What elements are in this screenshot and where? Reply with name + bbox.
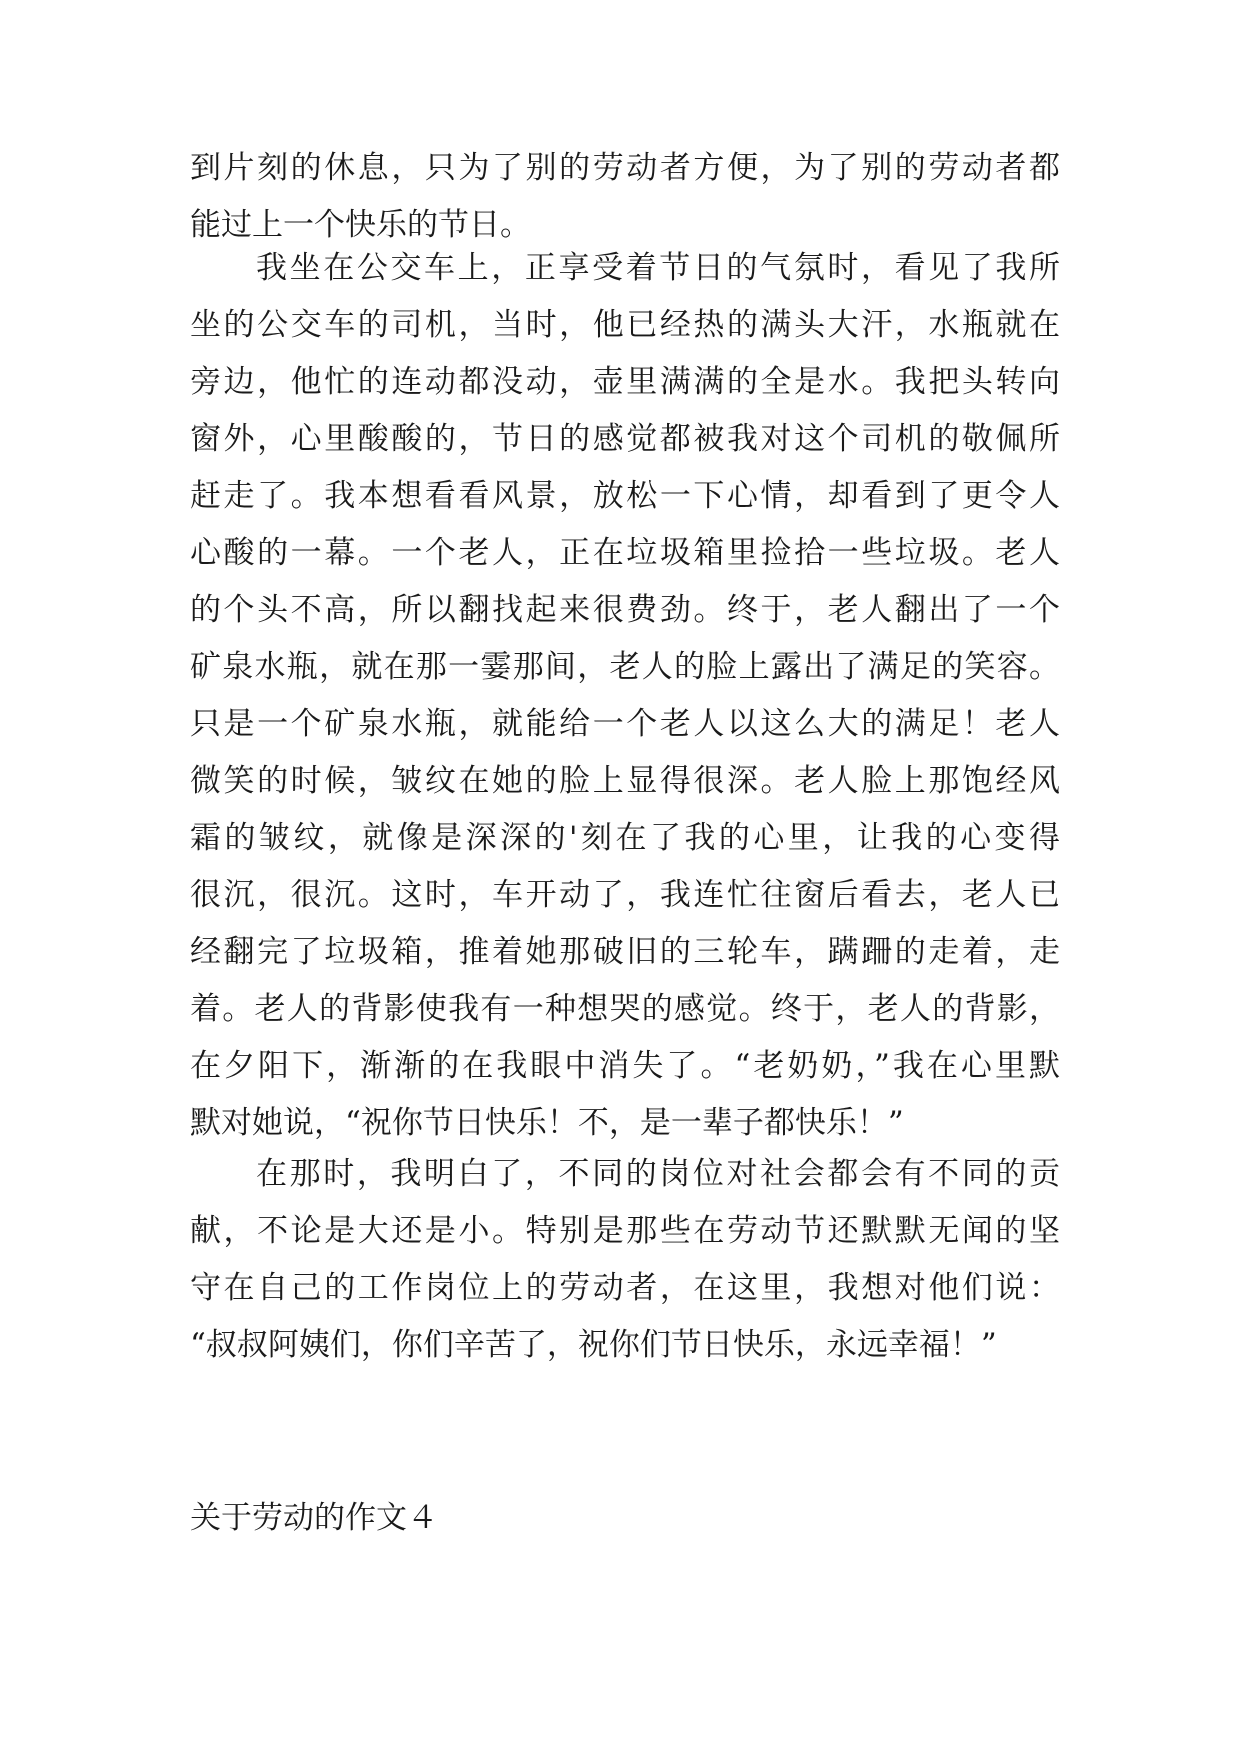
paragraph-continuation — [190, 140, 1060, 254]
section-heading: 关于劳动的作文４ — [190, 1500, 438, 1536]
text-line: 矿泉水瓶，就在那一霎那间，老人的脸上露出了满足的笑容。 — [190, 649, 1060, 685]
text-line: 献，不论是大还是小。特别是那些在劳动节还默默无闻的坚 — [190, 1213, 1060, 1249]
text-line: 心酸的一幕。一个老人，正在垃圾箱里捡拾一些垃圾。老人 — [190, 535, 1060, 571]
text-line: 赶走了。我本想看看风景，放松一下心情，却看到了更令人 — [190, 478, 1060, 514]
text-line: 只是一个矿泉水瓶，就能给一个老人以这么大的满足！老人 — [190, 706, 1060, 742]
text-line: 霜的皱纹，就像是深深的'刻在了我的心里，让我的心变得 — [190, 820, 1060, 856]
text-line: 旁边，他忙的连动都没动，壶里满满的全是水。我把头转向 — [190, 364, 1060, 400]
paragraph-conclusion — [190, 1146, 1060, 1374]
text-line: 到片刻的休息，只为了别的劳动者方便，为了别的劳动者都 — [190, 150, 1060, 186]
text-line: 我坐在公交车上，正享受着节日的气氛时，看见了我所 — [256, 250, 1060, 286]
text-line: 窗外，心里酸酸的，节日的感觉都被我对这个司机的敬佩所 — [190, 421, 1060, 457]
text-line: 很沉，很沉。这时，车开动了，我连忙往窗后看去，老人已 — [190, 877, 1060, 913]
text-line: 坐的公交车的司机，当时，他已经热的满头大汗，水瓶就在 — [190, 307, 1060, 343]
text-line: 守在自己的工作岗位上的劳动者，在这里，我想对他们说： — [190, 1270, 1060, 1306]
text-line: 经翻完了垃圾箱，推着她那破旧的三轮车，蹒跚的走着，走 — [190, 934, 1060, 970]
text-line: 的个头不高，所以翻找起来很费劲。终于，老人翻出了一个 — [190, 592, 1060, 628]
text-line: 能过上一个快乐的节日。 — [190, 207, 531, 243]
paragraph-bus-driver — [190, 240, 1060, 1152]
text-line: “叔叔阿姨们，你们辛苦了，祝你们节日快乐，永远幸福！” — [190, 1327, 997, 1363]
text-line: 在那时，我明白了，不同的岗位对社会都会有不同的贡 — [256, 1156, 1060, 1192]
text-line: 在夕阳下，渐渐的在我眼中消失了。“老奶奶，”我在心里默 — [190, 1048, 1060, 1084]
text-line: 着。老人的背影使我有一种想哭的感觉。终于，老人的背影， — [190, 991, 1060, 1027]
text-line: 微笑的时候，皱纹在她的脸上显得很深。老人脸上那饱经风 — [190, 763, 1060, 799]
text-line: 默对她说，“祝你节日快乐！不，是一辈子都快乐！” — [190, 1105, 904, 1141]
